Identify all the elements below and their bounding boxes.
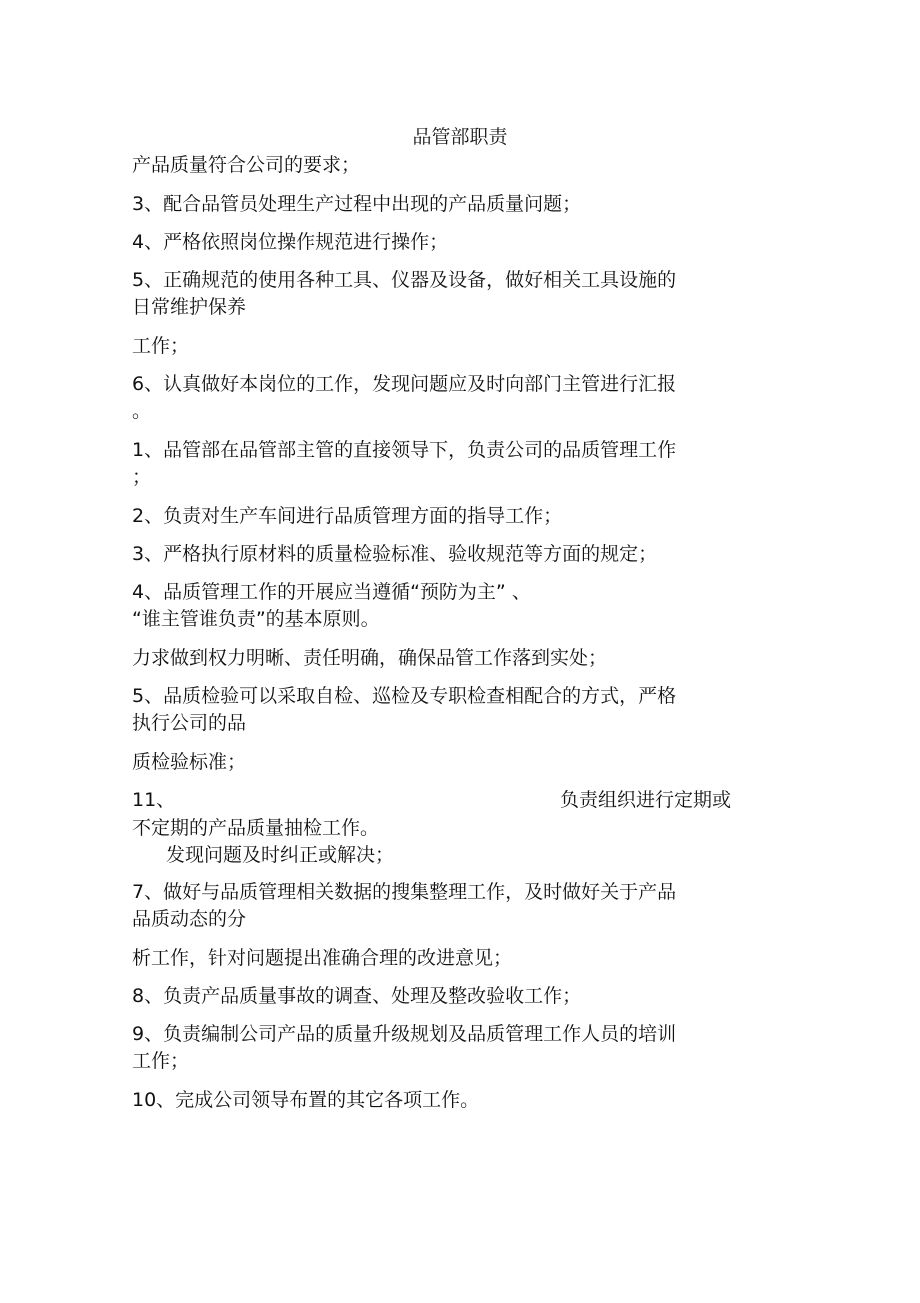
text-line: 4、品质管理工作的开展应当遵循“预防为主” 、	[132, 581, 531, 603]
text-line: 工作；	[132, 1050, 190, 1072]
text-line: ；	[132, 466, 152, 488]
text-line: 6、认真做好本岗位的工作，发现问题应及时向部门主管进行汇报	[132, 373, 677, 395]
text-line: 3、严格执行原材料的质量检验标准、验收规范等方面的规定；	[132, 543, 658, 565]
text-line: 2、负责对生产车间进行品质管理方面的指导工作；	[132, 505, 563, 527]
text-line: 8、负责产品质量事故的调查、处理及整改验收工作；	[132, 985, 582, 1007]
text-line: 力求做到权力明晰、责任明确，确保品管工作落到实处；	[132, 647, 608, 669]
text-line: 产品质量符合公司的要求；	[132, 154, 361, 176]
text-line: “谁主管谁负责”的基本原则。	[132, 608, 380, 630]
text-line: 9、负责编制公司产品的质量升级规划及品质管理工作人员的培训	[132, 1023, 677, 1045]
text-line: 执行公司的品	[132, 712, 247, 734]
text-line: 发现问题及时纠正或解决；	[166, 844, 395, 866]
text-line: 析工作，针对问题提出准确合理的改进意见；	[132, 947, 513, 969]
text-line: 5、品质检验可以采取自检、巡检及专职检查相配合的方式，严格	[132, 685, 677, 707]
text-line: 。	[132, 400, 152, 422]
text-line: 质检验标准；	[132, 751, 247, 773]
text-line: 不定期的产品质量抽检工作。	[132, 817, 380, 839]
text-line: 10、完成公司领导布置的其它各项工作。	[132, 1089, 480, 1111]
text-line: 1、品管部在品管部主管的直接领导下，负责公司的品质管理工作	[132, 439, 677, 461]
text-line: 3、配合品管员处理生产过程中出现的产品质量问题；	[132, 193, 582, 215]
text-line: 7、做好与品质管理相关数据的搜集整理工作，及时做好关于产品	[132, 881, 677, 903]
text-line: 5、正确规范的使用各种工具、仪器及设备，做好相关工具设施的	[132, 269, 677, 291]
text-line: 4、严格依照岗位操作规范进行操作；	[132, 231, 449, 253]
text-line: 品质动态的分	[132, 908, 247, 930]
text-line: 11、	[132, 789, 176, 811]
document-title: 品管部职责	[412, 126, 508, 148]
text-line: 负责组织进行定期或	[560, 789, 732, 811]
text-line: 日常维护保养	[132, 296, 247, 318]
text-line: 工作；	[132, 335, 190, 357]
